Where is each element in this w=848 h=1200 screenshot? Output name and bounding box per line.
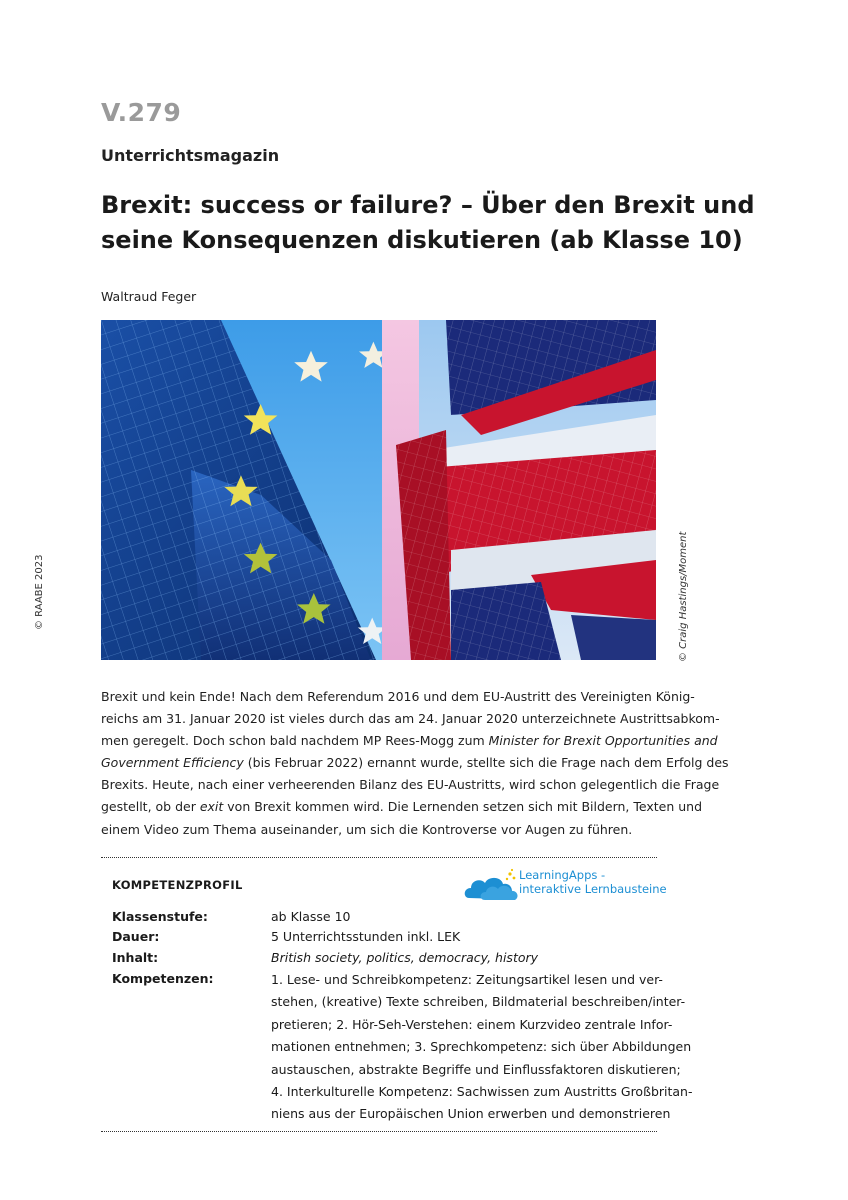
intro-paragraph (101, 686, 729, 841)
intro-line: Government Efficiency (bis Februar 2022) ernannt wurde, stellte sich die Frage nach dem Erfolg des (101, 755, 729, 771)
value-dauer: 5 Unterrichtsstunden inkl. LEK (271, 929, 461, 944)
intro-line: einem Video zum Thema auseinander, um sich die Kontroverse vor Augen zu führen. (101, 821, 633, 837)
intro-line: reichs am 31. Januar 2020 ist vieles durch das am 24. Januar 2020 unterzeichnete Austrittsabkom- (101, 711, 720, 727)
intro-line: Brexits. Heute, nach einer verheerenden Bilanz des EU-Austritts, wird schon gelegentlich die Frage (101, 777, 720, 793)
label-dauer: Dauer: (112, 929, 160, 944)
competence-line: stehen, (kreative) Texte schreiben, Bildmaterial beschreiben/inter- (271, 994, 686, 1010)
intro-line: gestellt, ob der exit von Brexit kommen wird. Die Lernenden setzen sich mit Bildern, Texten und (101, 799, 703, 815)
title-line-2: seine Konsequenzen diskutieren (ab Klasse 10) (101, 226, 743, 254)
uk-navy-right (571, 615, 656, 660)
value-inhalt: British society, politics, democracy, history (271, 950, 539, 965)
magazine-label: Unterrichtsmagazin (101, 146, 280, 165)
competence-line: niens aus der Europäischen Union erwerben und demonstrieren (271, 1106, 671, 1122)
divider-top (101, 857, 657, 858)
value-klassenstufe: ab Klasse 10 (271, 909, 351, 924)
value-kompetenzen (271, 969, 693, 1126)
label-kompetenzen: Kompetenzen: (112, 971, 214, 986)
hero-image (101, 320, 656, 660)
learningapps-label: LearningApps - interaktive Lernbausteine (519, 868, 667, 896)
intro-line: Brexit und kein Ende! Nach dem Referendum 2016 und dem EU-Austritt des Vereinigten König- (101, 689, 695, 704)
side-copyright: © RAABE 2023 (34, 554, 45, 630)
competence-line: austauschen, abstrakte Begriffe und Einflussfaktoren diskutieren; (271, 1061, 681, 1077)
competence-line: 1. Lese- und Schreibkompetenz: Zeitungsartikel lesen und ver- (271, 972, 663, 987)
document-code: V.279 (101, 98, 182, 127)
page-title (101, 188, 755, 258)
competence-line: mationen entnehmen; 3. Sprechkompetenz: sich über Abbildungen (271, 1039, 692, 1055)
profile-heading: KOMPETENZPROFIL (112, 878, 243, 892)
image-credit: © Craig Hastings/Moment (678, 531, 689, 662)
divider-bottom (101, 1131, 657, 1132)
label-klassenstufe: Klassenstufe: (112, 909, 208, 924)
title-line-1: Brexit: success or failure? – Über den Brexit und (101, 191, 755, 219)
author: Waltraud Feger (101, 289, 197, 304)
competence-line: 4. Interkulturelle Kompetenz: Sachwissen zum Austritts Großbritan- (271, 1084, 693, 1100)
label-inhalt: Inhalt: (112, 950, 159, 965)
intro-line: men geregelt. Doch schon bald nachdem MP Rees-Mogg zum Minister for Brexit Opportunities and (101, 733, 718, 749)
competence-line: pretieren; 2. Hör-Seh-Verstehen: einem Kurzvideo zentrale Infor- (271, 1016, 673, 1032)
